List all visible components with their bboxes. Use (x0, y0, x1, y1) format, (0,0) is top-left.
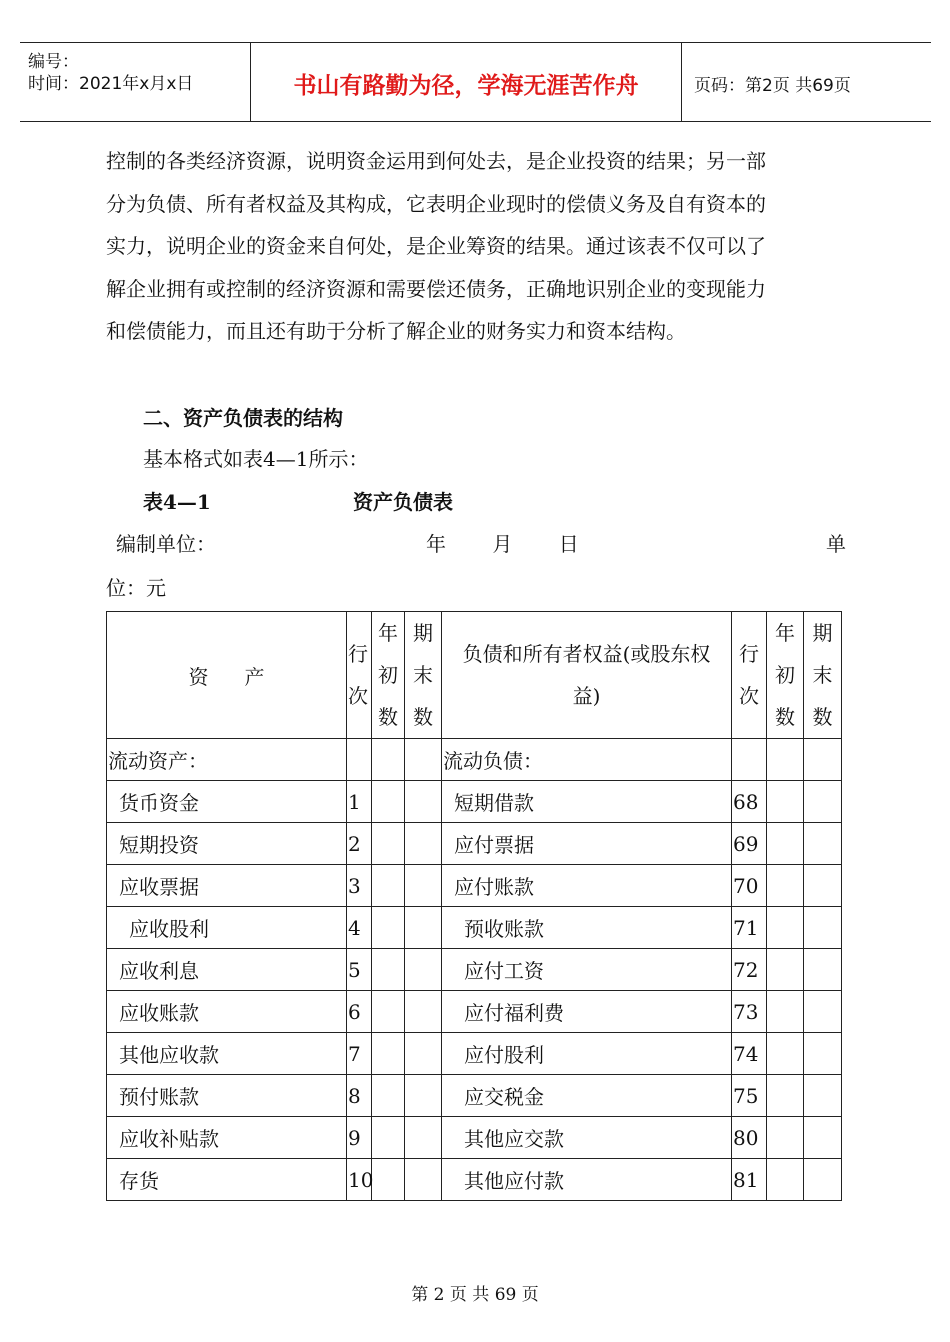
asset-row-no: 3 (347, 865, 372, 907)
header-slogan-cell (251, 43, 682, 121)
asset-end-value (405, 1117, 442, 1159)
asset-end-value (405, 991, 442, 1033)
asset-begin-value (372, 907, 405, 949)
asset-end-value (405, 907, 442, 949)
page-footer: 第 2 页 共 69 页 (411, 1285, 539, 1305)
asset-begin-value (372, 823, 405, 865)
liability-row-no: 71 (732, 907, 767, 949)
asset-begin-value (372, 865, 405, 907)
asset-name: 应收股利 (107, 907, 347, 949)
paragraph-line: 和偿债能力，而且还有助于分析了解企业的财务实力和资本结构。 (106, 319, 686, 343)
asset-end-value (405, 781, 442, 823)
asset-begin-value (372, 1117, 405, 1159)
prepared-by-label: 编制单位： (116, 532, 216, 556)
asset-name: 货币资金 (107, 781, 347, 823)
table-header-row (107, 612, 842, 739)
liability-begin-value (767, 739, 804, 781)
day-label: 日 (558, 532, 579, 556)
liability-row-no: 69 (732, 823, 767, 865)
asset-end-value (405, 949, 442, 991)
liability-row-no: 75 (732, 1075, 767, 1117)
liability-row-no: 72 (732, 949, 767, 991)
asset-name: 预付账款 (107, 1075, 347, 1117)
liability-end-value (804, 823, 842, 865)
asset-begin-value (372, 1159, 405, 1201)
liability-end-value (804, 1117, 842, 1159)
asset-end-value (405, 739, 442, 781)
asset-end-value (405, 1033, 442, 1075)
page-header (20, 42, 931, 122)
header-begin: 年 初 数 (372, 612, 405, 739)
asset-name: 应收票据 (107, 865, 347, 907)
liability-name: 其他应交款 (442, 1117, 732, 1159)
liability-name: 短期借款 (442, 781, 732, 823)
asset-begin-value (372, 781, 405, 823)
table-row (107, 991, 842, 1033)
asset-end-value (405, 865, 442, 907)
table-row (107, 907, 842, 949)
section-title: 二、资产负债表的结构 (143, 406, 343, 430)
liability-begin-value (767, 823, 804, 865)
liability-end-value (804, 739, 842, 781)
table-row (107, 739, 842, 781)
unit-label-part1: 单 (826, 532, 846, 556)
header-page-cell (682, 43, 931, 121)
liability-name: 应付账款 (442, 865, 732, 907)
header-assets: 资 产 (107, 612, 347, 739)
liability-begin-value (767, 907, 804, 949)
asset-row-no: 10 (347, 1159, 372, 1201)
liability-row-no: 70 (732, 865, 767, 907)
liability-end-value (804, 991, 842, 1033)
asset-name: 短期投资 (107, 823, 347, 865)
table-caption (143, 486, 453, 515)
header-row-no-2: 行 次 (732, 612, 767, 739)
date-fields (426, 528, 619, 557)
month-label: 月 (492, 532, 513, 556)
liability-begin-value (767, 1117, 804, 1159)
liability-name: 流动负债： (442, 739, 732, 781)
liability-end-value (804, 949, 842, 991)
asset-begin-value (372, 1033, 405, 1075)
liability-name: 应付股利 (442, 1033, 732, 1075)
table-row (107, 823, 842, 865)
table-name: 资产负债表 (353, 490, 453, 514)
liability-row-no: 80 (732, 1117, 767, 1159)
asset-row-no: 4 (347, 907, 372, 949)
header-end-2: 期 末 数 (804, 612, 842, 739)
liability-name: 应交税金 (442, 1075, 732, 1117)
liability-begin-value (767, 1075, 804, 1117)
liability-end-value (804, 1075, 842, 1117)
year-label: 年 (426, 532, 446, 556)
liability-name: 应付福利费 (442, 991, 732, 1033)
liability-begin-value (767, 865, 804, 907)
table-row (107, 865, 842, 907)
asset-name: 应收账款 (107, 991, 347, 1033)
liability-name: 预收账款 (442, 907, 732, 949)
liability-end-value (804, 1159, 842, 1201)
prepared-by-row (116, 528, 846, 558)
liability-end-value (804, 865, 842, 907)
intro-paragraph (106, 140, 846, 353)
table-row (107, 1033, 842, 1075)
table-row (107, 1159, 842, 1201)
header-row-no: 行 次 (347, 612, 372, 739)
asset-begin-value (372, 739, 405, 781)
asset-begin-value (372, 991, 405, 1033)
table-row (107, 1117, 842, 1159)
unit-label-part2: 位：元 (106, 576, 166, 600)
header-liabilities: 负债和所有者权益(或股东权 益) (442, 612, 732, 739)
paragraph-line: 解企业拥有或控制的经济资源和需要偿还债务，正确地识别企业的变现能力 (106, 276, 766, 301)
liability-begin-value (767, 1159, 804, 1201)
asset-begin-value (372, 949, 405, 991)
asset-row-no: 7 (347, 1033, 372, 1075)
liability-begin-value (767, 1033, 804, 1075)
asset-end-value (405, 1159, 442, 1201)
paragraph-line: 实力，说明企业的资金来自何处，是企业筹资的结果。通过该表不仅可以了 (106, 234, 766, 258)
asset-row-no: 2 (347, 823, 372, 865)
asset-row-no: 6 (347, 991, 372, 1033)
liability-end-value (804, 781, 842, 823)
table-row (107, 949, 842, 991)
header-meta (20, 43, 251, 121)
asset-end-value (405, 1075, 442, 1117)
asset-name: 流动资产： (107, 739, 347, 781)
liability-row-no: 68 (732, 781, 767, 823)
paragraph-line: 控制的各类经济资源，说明资金运用到何处去，是企业投资的结果；另一部 (106, 149, 766, 173)
liability-row-no (732, 739, 767, 781)
document-number-label: 编号： (28, 52, 79, 72)
table-row (107, 781, 842, 823)
liability-begin-value (767, 781, 804, 823)
balance-sheet-table (106, 611, 842, 1201)
asset-begin-value (372, 1075, 405, 1117)
liability-row-no: 73 (732, 991, 767, 1033)
asset-name: 应收补贴款 (107, 1117, 347, 1159)
liability-end-value (804, 907, 842, 949)
asset-row-no: 9 (347, 1117, 372, 1159)
asset-row-no: 5 (347, 949, 372, 991)
liability-row-no: 81 (732, 1159, 767, 1201)
asset-row-no: 1 (347, 781, 372, 823)
paragraph-line: 分为负债、所有者权益及其构成，它表明企业现时的偿债义务及自有资本的 (106, 191, 766, 216)
liability-begin-value (767, 991, 804, 1033)
asset-row-no: 8 (347, 1075, 372, 1117)
liability-begin-value (767, 949, 804, 991)
basic-format-text: 基本格式如表4—1所示： (143, 447, 369, 471)
asset-name: 其他应收款 (107, 1033, 347, 1075)
liability-row-no: 74 (732, 1033, 767, 1075)
asset-name: 应收利息 (107, 949, 347, 991)
asset-end-value (405, 823, 442, 865)
liability-name: 应付工资 (442, 949, 732, 991)
header-begin-2: 年 初 数 (767, 612, 804, 739)
header-slogan: 书山有路勤为径，学海无涯苦作舟 (293, 73, 639, 99)
table-row (107, 1075, 842, 1117)
liability-name: 应付票据 (442, 823, 732, 865)
document-time-label: 时间：2021年x月x日 (28, 74, 194, 94)
liability-end-value (804, 1033, 842, 1075)
asset-name: 存货 (107, 1159, 347, 1201)
liability-name: 其他应付款 (442, 1159, 732, 1201)
table-label: 表4—1 (143, 490, 211, 514)
asset-row-no (347, 739, 372, 781)
header-end: 期 末 数 (405, 612, 442, 739)
header-page-number: 页码：第2页 共69页 (694, 76, 851, 96)
